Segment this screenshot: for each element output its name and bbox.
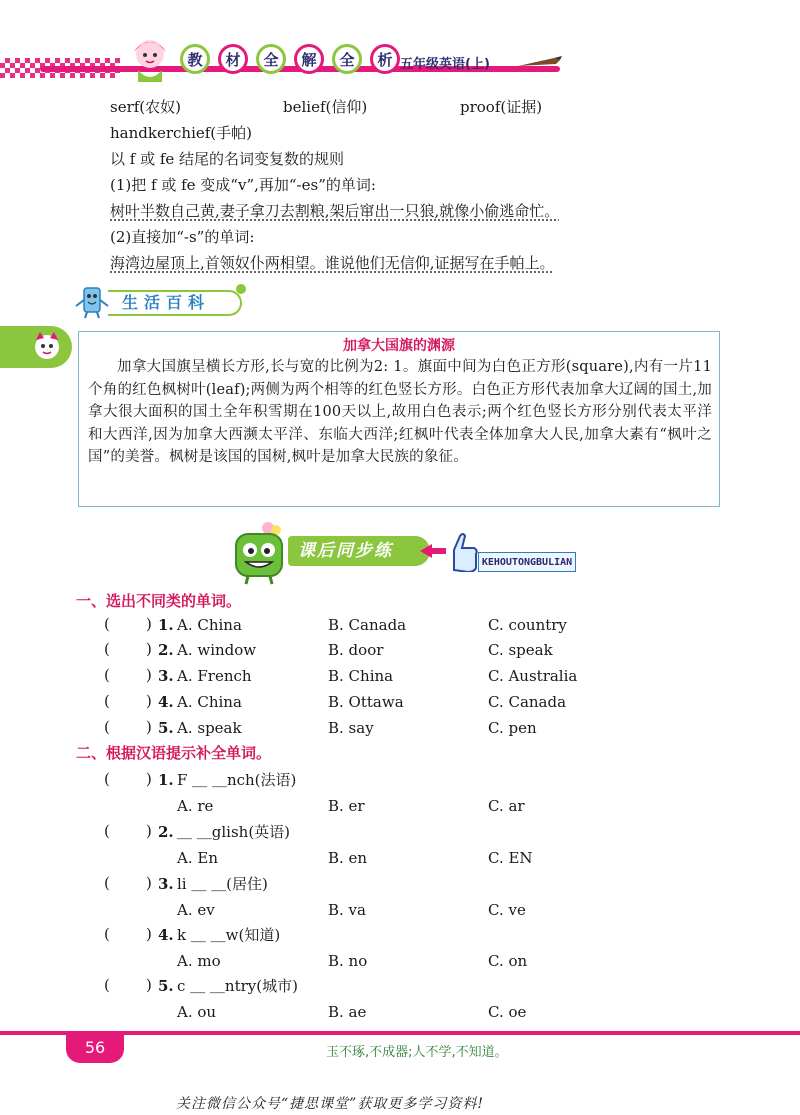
option-b: B. Canada [328,616,407,634]
footer-note: 关注微信公众号“捷思课堂”获取更多学习资料! [176,1096,484,1112]
option-c: C. pen [488,719,537,737]
banner-dot [236,284,246,294]
option-b: B. va [328,901,366,919]
option-a: A. re [177,797,214,815]
header-title-char: 教 [180,44,210,74]
option-a: A. China [177,616,242,634]
option-c: C. ve [488,901,526,919]
answer-blank[interactable]: ( [104,925,110,943]
answer-blank-close: ) [146,666,152,684]
answer-blank-close: ) [146,822,152,840]
question-number: 1. [158,771,174,789]
info-box-text: 加拿大国旗呈横长方形,长与宽的比例为2: 1。旗面中间为白色正方形(square),内有一片11个角的红色枫树叶(leaf);两侧为两个相等的红色竖长方形。白色正方形代表加拿大辽阔的国土,加拿大很大面积的国土全年积雪期在100天以上,故用白色表示;两个红色竖长方形分别代表太平洋和大西洋,因为加拿大西濒太平洋、东临大西洋;红枫叶代表全体加拿大人民,加拿大素有“枫叶之国”的美誉。枫树是该国的国树,枫叶是加拿大民族的象征。 [88,359,712,466]
answer-blank-close: ) [146,874,152,892]
header-grade: 五年级英语(上) [400,57,490,72]
header-title-char: 全 [256,44,286,74]
answer-blank[interactable]: ( [104,770,110,788]
cartoon-girl-icon [128,36,172,84]
question-number: 3. [158,875,174,893]
question-number: 1. [158,616,174,634]
option-c: C. country [488,616,567,634]
answer-blank-close: ) [146,976,152,994]
green-monster-icon [228,520,292,586]
rule-1-mnemonic: 树叶半数自己黄,妻子拿刀去割粮,架后窜出一只狼,就像小偷逃命忙。 [110,202,560,220]
question-prompt: k ＿ ＿w(知道) [177,926,281,944]
option-b: B. door [328,641,384,659]
pointing-hand-icon [446,530,482,572]
option-b: B. Ottawa [328,693,404,711]
option-c: C. speak [488,641,553,659]
option-a: A. speak [177,719,242,737]
option-c: C. Australia [488,667,578,685]
question-prompt: ＿ ＿glish(英语) [177,823,291,841]
header-title-char: 全 [332,44,362,74]
rule-2-mnemonic: 海湾边屋顶上,首领奴仆两相望。谁说他们无信仰,证据写在手帕上。 [110,254,555,272]
answer-blank-close: ) [146,770,152,788]
info-box-title: 加拿大国旗的渊源 [343,338,455,354]
answer-blank[interactable]: ( [104,822,110,840]
rule-2: (2)直接加“-s”的单词: [110,228,255,246]
header-title-char: 解 [294,44,324,74]
question-number: 5. [158,719,174,737]
question-number: 4. [158,926,174,944]
answer-blank-close: ) [146,925,152,943]
section-1-heading: 一、选出不同类的单词。 [76,592,242,610]
rule-title: 以 f 或 fe 结尾的名词变复数的规则 [110,150,345,168]
answer-blank-close: ) [146,640,152,658]
option-c: C. ar [488,797,525,815]
answer-blank[interactable]: ( [104,874,110,892]
question-number: 2. [158,641,174,659]
question-prompt: c ＿ ＿ntry(城市) [177,977,298,995]
practice-banner: 课后同步练 [288,536,430,566]
option-a: A. China [177,693,242,711]
answer-blank-close: ) [146,692,152,710]
section-2-heading: 二、根据汉语提示补全单词。 [76,744,272,762]
option-c: C. Canada [488,693,567,711]
life-encyclopedia-banner: 生活百科 [108,290,242,316]
word-handkerchief: handkerchief(手帕) [110,124,252,142]
option-a: A. ev [177,901,215,919]
pen-icon [516,54,564,70]
word-serf: serf(农奴) [110,98,182,116]
option-c: C. EN [488,849,533,867]
option-a: A. mo [177,952,221,970]
option-b: B. en [328,849,368,867]
answer-blank[interactable]: ( [104,666,110,684]
answer-blank[interactable]: ( [104,976,110,994]
answer-blank[interactable]: ( [104,615,110,633]
word-belief: belief(信仰) [283,98,368,116]
page-number: 56 [66,1033,124,1063]
question-prompt: F ＿ ＿nch(法语) [177,771,297,789]
option-b: B. no [328,952,368,970]
answer-blank-close: ) [146,615,152,633]
option-b: B. er [328,797,365,815]
cartoon-face-icon [32,330,62,362]
answer-blank[interactable]: ( [104,692,110,710]
question-prompt: li ＿ ＿(居住) [177,875,268,893]
question-number: 3. [158,667,174,685]
question-number: 2. [158,823,174,841]
option-b: B. China [328,667,394,685]
header-title-char: 材 [218,44,248,74]
option-c: C. oe [488,1003,527,1021]
robot-phone-icon [72,284,112,320]
answer-blank[interactable]: ( [104,718,110,736]
rule-1: (1)把 f 或 fe 变成“v”,再加“-es”的单词: [110,176,376,194]
option-a: A. En [177,849,218,867]
option-a: A. window [177,641,257,659]
option-a: A. ou [177,1003,217,1021]
header-title-char: 析 [370,44,400,74]
option-b: B. ae [328,1003,367,1021]
question-number: 4. [158,693,174,711]
header-title [180,44,400,74]
answer-blank[interactable]: ( [104,640,110,658]
question-number: 5. [158,977,174,995]
option-a: A. French [177,667,252,685]
word-proof: proof(证据) [460,98,543,116]
answer-blank-close: ) [146,718,152,736]
option-c: C. on [488,952,528,970]
option-b: B. say [328,719,374,737]
arrow-left-icon [420,543,446,559]
practice-pinyin: KEHOUTONGBULIAN [478,552,576,572]
footer-proverb: 玉不琢,不成器;人不学,不知道。 [326,1045,508,1060]
